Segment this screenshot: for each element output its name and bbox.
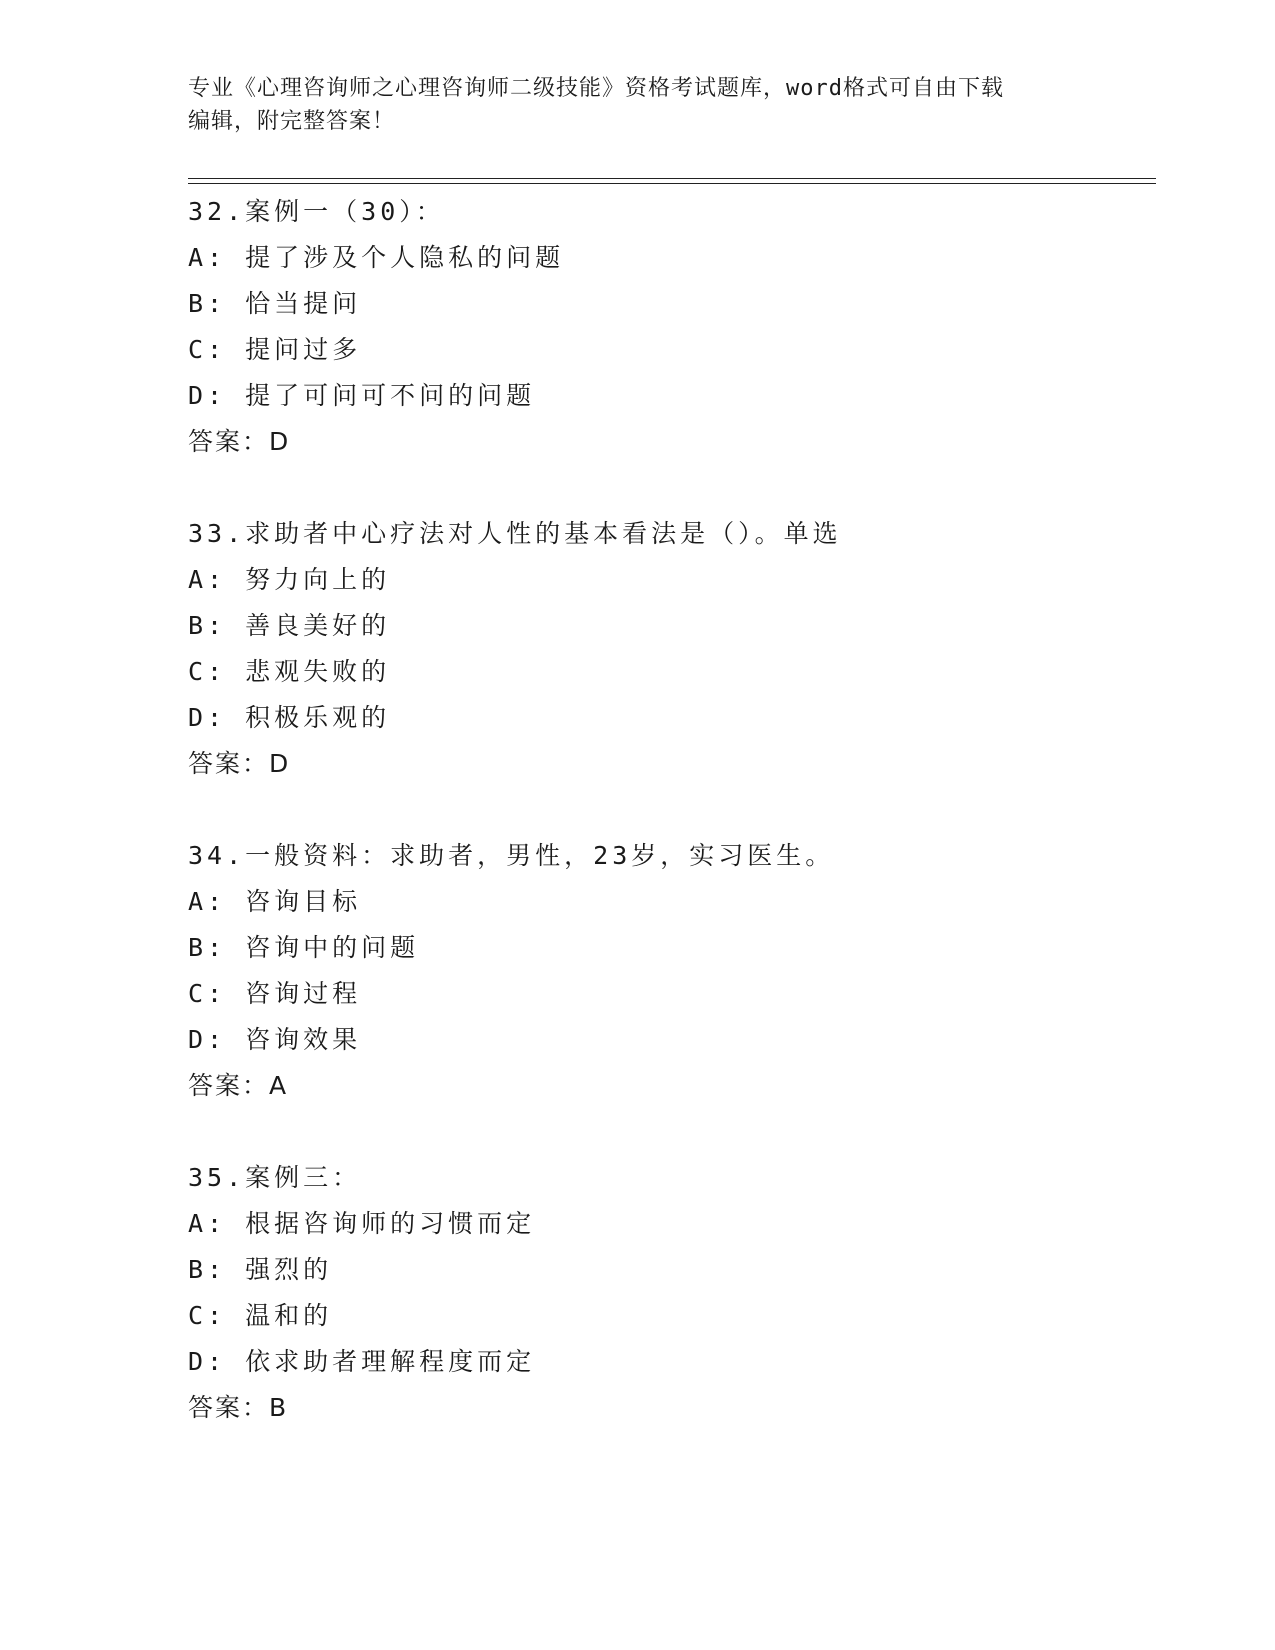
document-header (188, 72, 1088, 138)
answer-line: 答案：D (188, 749, 291, 778)
option-a: A: 提了涉及个人隐私的问题 (188, 243, 565, 272)
header-double-rule (188, 178, 1156, 184)
answer-line: 答案：A (188, 1071, 289, 1100)
question-33 (188, 511, 1156, 787)
option-b: B: 恰当提问 (188, 289, 362, 318)
answer-line: 答案：D (188, 427, 291, 456)
option-d: D: 咨询效果 (188, 1025, 362, 1054)
option-b: B: 咨询中的问题 (188, 933, 420, 962)
option-c: C: 温和的 (188, 1301, 333, 1330)
header-line-2: 编辑，附完整答案！ (188, 109, 396, 134)
question-stem: 33.求助者中心疗法对人性的基本看法是（）。单选 (188, 519, 842, 548)
option-a: A: 努力向上的 (188, 565, 391, 594)
option-d: D: 依求助者理解程度而定 (188, 1347, 536, 1376)
option-a: A: 咨询目标 (188, 887, 362, 916)
option-d: D: 提了可问可不问的问题 (188, 381, 536, 410)
option-c: C: 提问过多 (188, 335, 362, 364)
option-b: B: 强烈的 (188, 1255, 333, 1284)
question-34 (188, 833, 1156, 1109)
question-35 (188, 1155, 1156, 1431)
option-a: A: 根据咨询师的习惯而定 (188, 1209, 536, 1238)
answer-line: 答案：B (188, 1393, 289, 1422)
question-list (188, 189, 1156, 1477)
option-d: D: 积极乐观的 (188, 703, 391, 732)
question-32 (188, 189, 1156, 465)
option-c: C: 咨询过程 (188, 979, 362, 1008)
option-c: C: 悲观失败的 (188, 657, 391, 686)
question-stem: 32.案例一（30）： (188, 197, 445, 226)
question-stem: 35.案例三： (188, 1163, 362, 1192)
option-b: B: 善良美好的 (188, 611, 391, 640)
header-line-1: 专业《心理咨询师之心理咨询师二级技能》资格考试题库，word格式可自由下载 (188, 76, 1004, 101)
question-stem: 34.一般资料：求助者，男性，23岁，实习医生。 (188, 841, 835, 870)
